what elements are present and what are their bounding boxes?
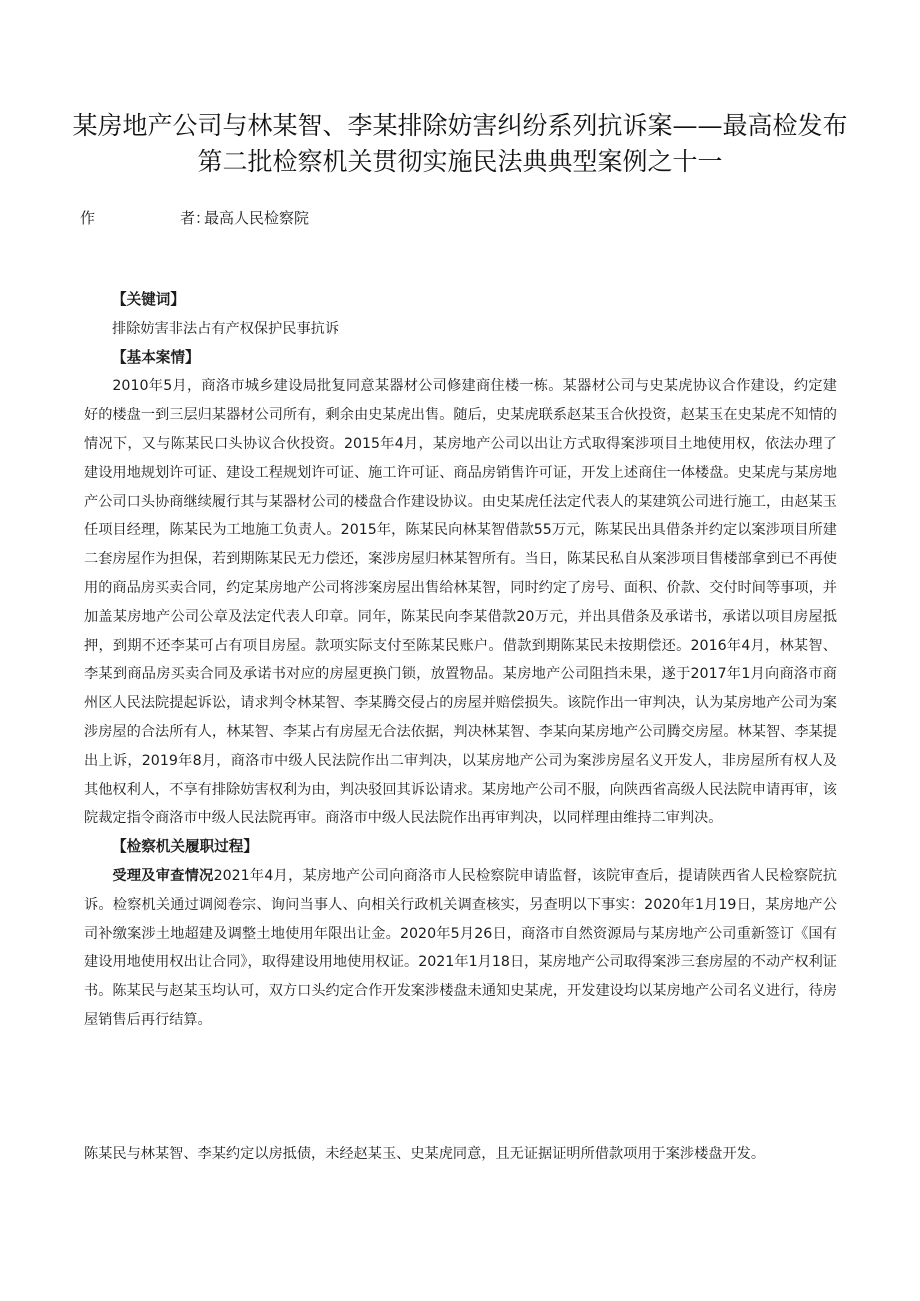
procedure-heading: 【检察机关履职过程】 (112, 838, 258, 856)
document-title: 某房地产公司与林某智、李某排除妨害纠纷系列抗诉案——最高检发布第二批检察机关贯彻实施民法典典型案例之十一 (72, 111, 848, 176)
procedure-paragraph (84, 862, 837, 1035)
author-label-suffix: 者： (180, 209, 211, 227)
keywords-text: 排除妨害非法占有产权保护民事抗诉 (112, 320, 340, 337)
keywords-heading: 【关键词】 (112, 291, 185, 308)
basic-facts-heading: 【基本案情】 (112, 348, 200, 366)
author-label-char: 作 (80, 209, 96, 227)
author-name: 最高人民检察院 (204, 209, 310, 227)
basic-facts-paragraph: 2010年5月，商洛市城乡建设局批复同意某器材公司修建商住楼一栋。某器材公司与史某虎协议合作建设，约定建好的楼盘一到三层归某器材公司所有，剩余由史某虎出售。随后，史某虎联系赵某玉合伙投资，赵某玉在史某虎不知情的情况下，又与陈某民口头协议合伙投资。2015年4月，某房地产公司以出让方式取得案涉项目土地使用权，依法办理了建设用地规划许可证、建设工程规划许可证、施工许可证、商品房销售许可证，开发上述商住一体楼盘。史某虎与某房地产公司口头协商继续履行其与某器材公司的楼盘合作建设协议。由史某虎任法定代表人的某建筑公司进行施工，由赵某玉任项目经理，陈某民为工地施工负责人。2015年，陈某民向林某智借款55万元，陈某民出具借条并约定以案涉项目所建二套房屋作为担保，若到期陈某民无力偿还，案涉房屋归林某智所有。当日，陈某民私自从案涉项目售楼部拿到已不再使用的商品房买卖合同，约定某房地产公司将涉案房屋出售给林某智，同时约定了房号、面积、价款、交付时间等事项，并加盖某房地产公司公章及法定代表人印章。同年，陈某民向李某借款20万元，并出具借条及承诺书，承诺以项目房屋抵押，到期不还李某可占有项目房屋。款项实际支付至陈某民账户。借款到期陈某民未按期偿还。2016年4月，林某智、李某到商品房买卖合同及承诺书对应的房屋更换门锁，放置物品。某房地产公司阻挡未果，遂于2017年1月向商洛市商州区人民法院提起诉讼，请求判令林某智、李某腾交侵占的房屋并赔偿损失。该院作出一审判决，认为某房地产公司为案涉房屋的合法所有人，林某智、李某占有房屋无合法依据，判决林某智、李某向某房地产公司腾交房屋。林某智、李某提出上诉，2019年8月，商洛市中级人民法院作出二审判决，以某房地产公司为案涉房屋名义开发人，非房屋所有权人及其他权利人，不享有排除妨害权利为由，判决驳回其诉讼请求。某房地产公司不服，向陕西省高级人民法院申请再审，该院裁定指令商洛市中级人民法院再审。商洛市中级人民法院作出再审判决，以同样理由维持二审判决。 (84, 378, 837, 827)
document-body (84, 286, 837, 1035)
procedure-lead: 受理及审查情况 (112, 867, 214, 884)
procedure-text: 2021年4月，某房地产公司向商洛市人民检察院申请监督，该院审查后，提请陕西省人民检察院抗诉。检察机关通过调阅卷宗、询问当事人、向相关行政机关调查核实，另查明以下事实：2020年1月19日，某房地产公司补缴案涉土地超建及调整土地使用年限出让金。2020年5月26日，商洛市自然资源局与某房地产公司重新签订《国有建设用地使用权出让合同》，取得建设用地使用权证。2021年1月18日，某房地产公司取得案涉三套房屋的不动产权利证书。陈某民与赵某玉均认可，双方口头约定合作开发案涉楼盘未通知史某虎，开发建设均以某房地产公司名义进行，待房屋销售后再行结算。 (84, 867, 837, 1028)
tail-paragraph: 陈某民与林某智、李某约定以房抵债，未经赵某玉、史某虎同意，且无证据证明所借款项用于案涉楼盘开发。 (84, 1146, 766, 1162)
author-line (80, 206, 840, 230)
